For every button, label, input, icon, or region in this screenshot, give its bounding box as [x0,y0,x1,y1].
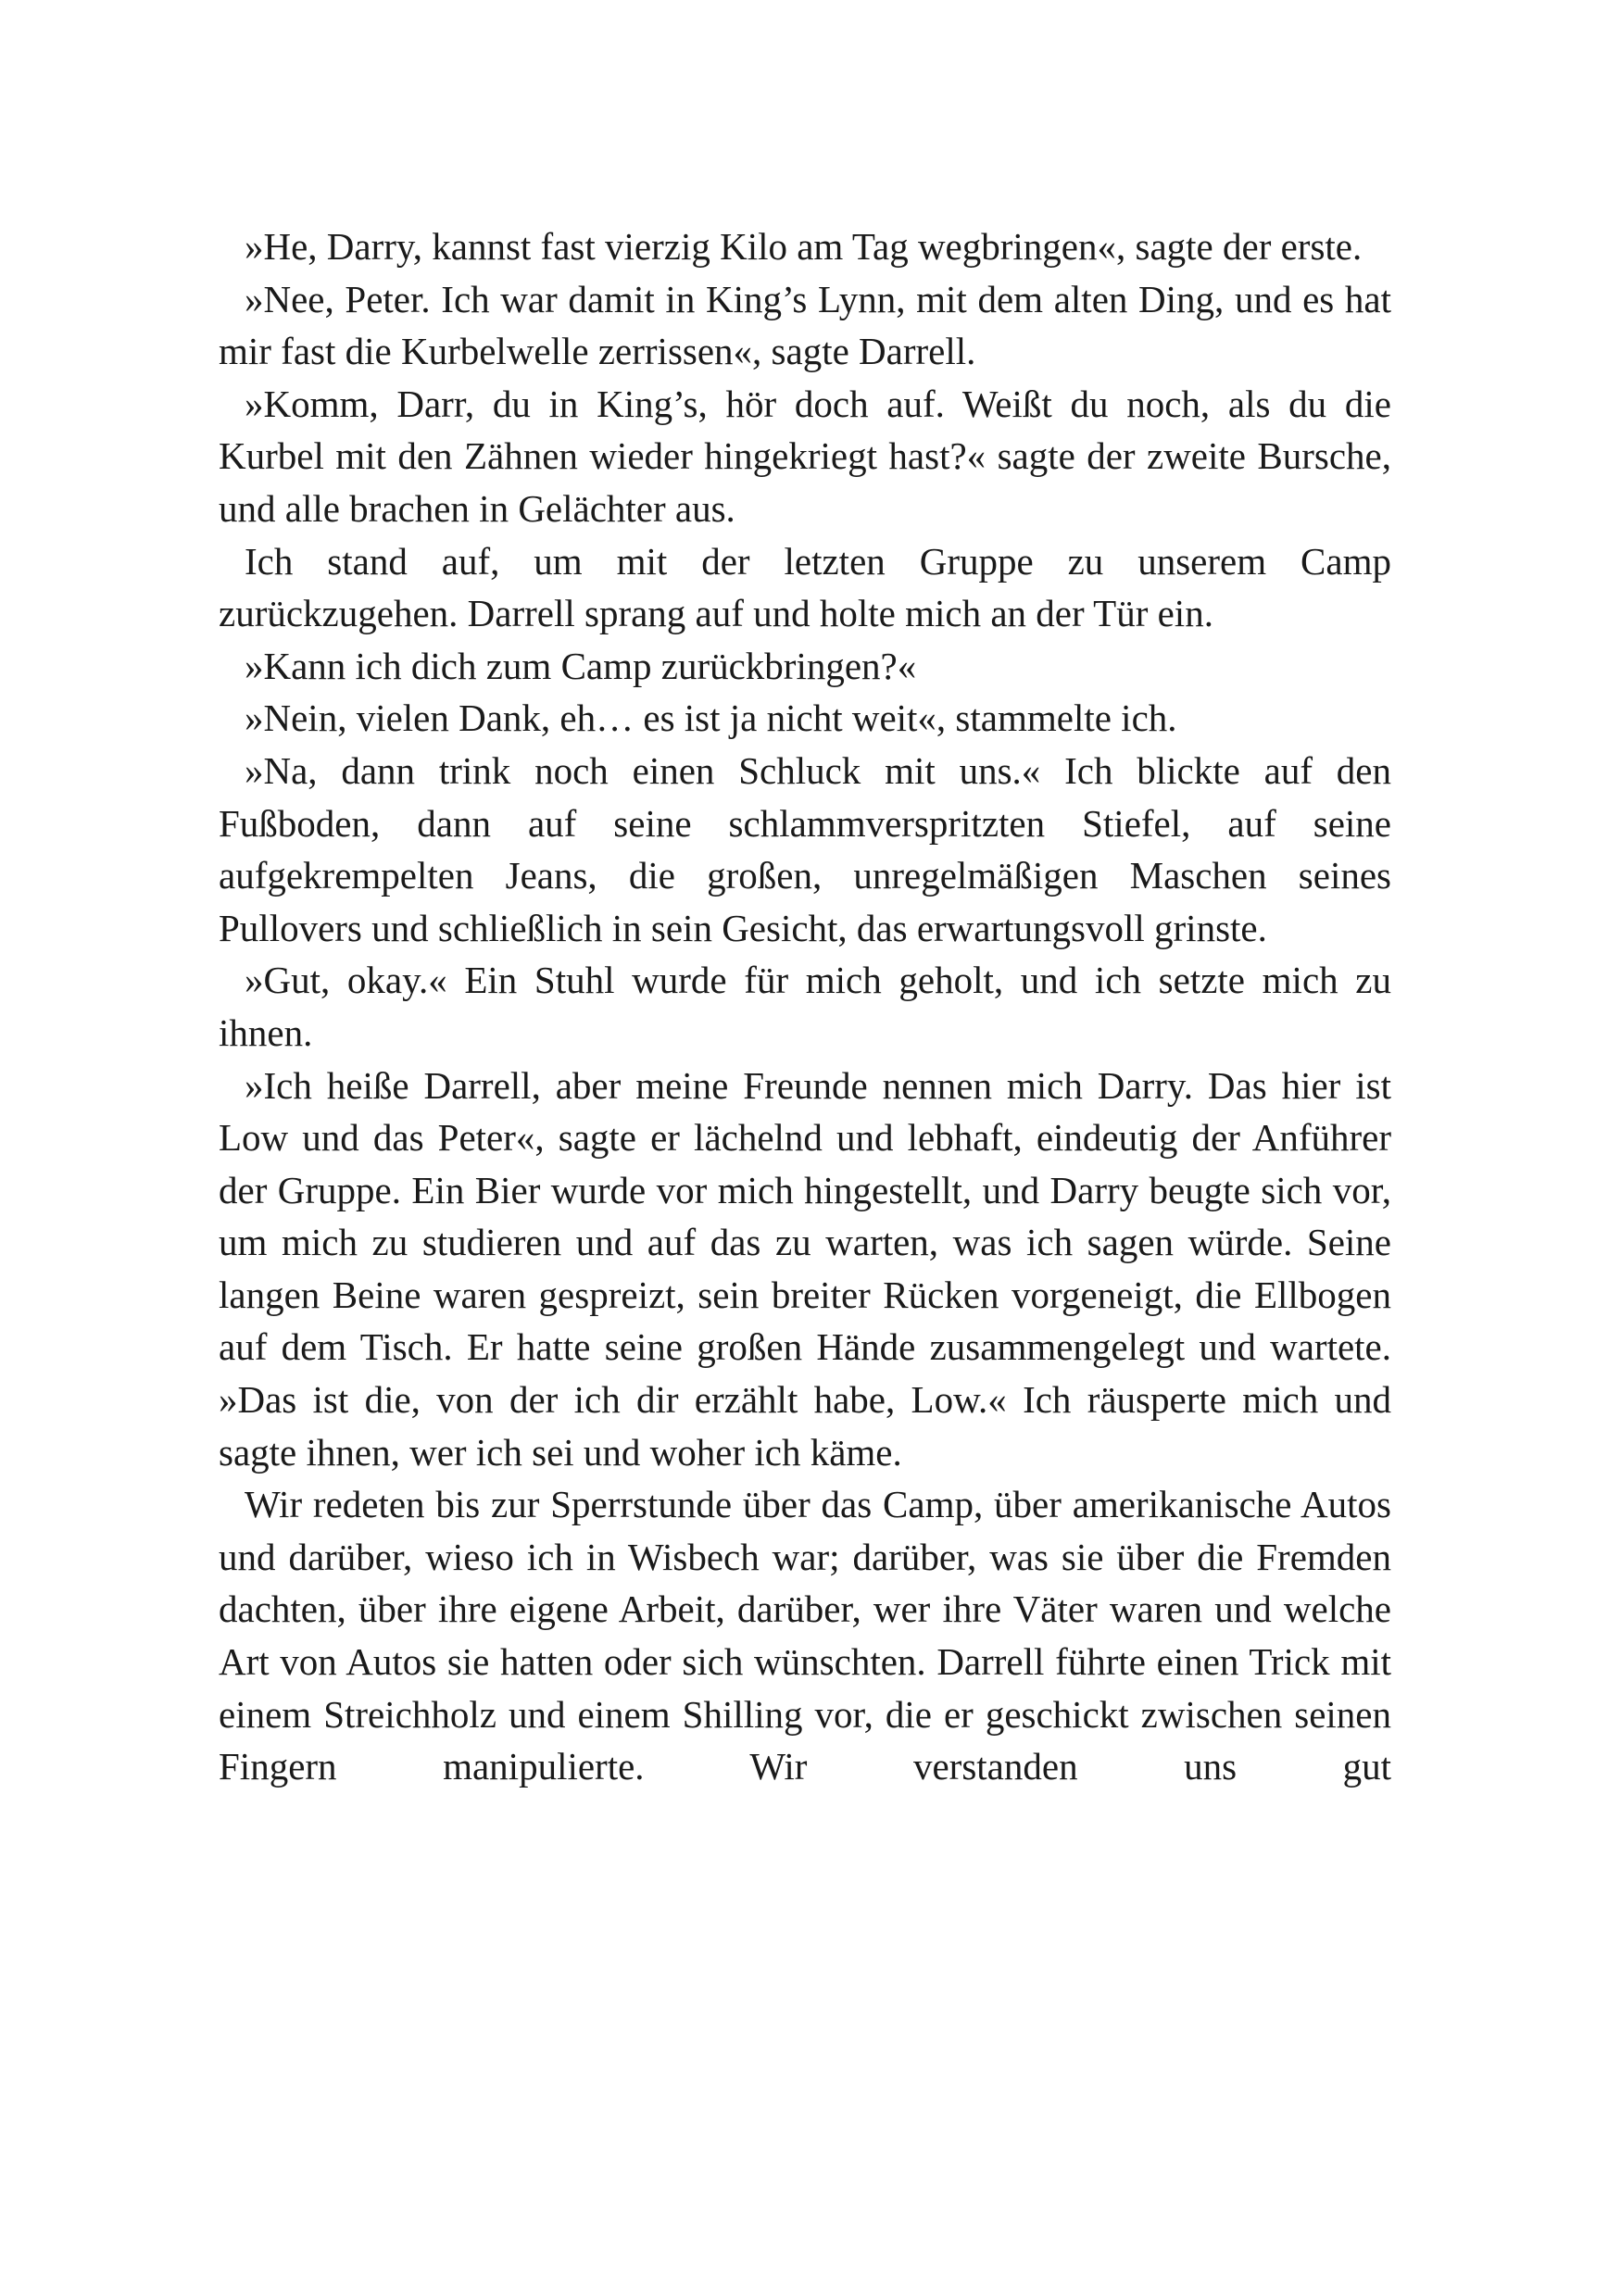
paragraph: Ich stand auf, um mit der letzten Gruppe zu unserem Camp zurückzugehen. Darrell sprang auf und holte mich an der Tür ein. [219,539,1391,635]
paragraph: »Gut, okay.« Ein Stuhl wurde für mich geholt, und ich setzte mich zu ihnen. [219,959,1391,1054]
paragraph: »Nee, Peter. Ich war damit in King’s Lynn, mit dem alten Ding, und es hat mir fast die Kurbelwelle zerrissen«, sagte Darrell. [219,277,1391,373]
paragraph: »Na, dann trink noch einen Schluck mit uns.« Ich blickte auf den Fußboden, dann auf seine schlammverspritzten Stiefel, auf seine aufgekrempelten Jeans, die großen, unregelmäßigen Maschen seines Pullovers und schließlich in sein Gesicht, das erwartungsvoll grinste. [219,748,1391,949]
paragraph: »Komm, Darr, du in King’s, hör doch auf. Weißt du noch, als du die Kurbel mit den Zähnen wieder hingekriegt hast?« sagte der zweite Bursche, und alle brachen in Gelächter aus. [219,382,1391,530]
body-text [219,220,1391,1793]
last-paragraph: Wir redeten bis zur Sperrstunde über das Camp, über amerikanische Autos und darüber, wieso ich in Wisbech war; darüber, was sie über die Fremden dachten, über ihre eigene Arbeit, darüber, wer ihre Väter waren und welche Art von Autos sie hatten oder sich wünschten. Darrell führte einen Trick mit einem Streichholz und einem Shilling vor, die er geschickt zwischen seinen Fingern manipulierte. Wir verstanden uns gut [219,1483,1391,1788]
paragraph: »Ich heiße Darrell, aber meine Freunde nennen mich Darry. Das hier ist Low und das Peter«, sagte er lächelnd und lebhaft, eindeutig der Anführer der Gruppe. Ein Bier wurde vor mich hingestellt, und Darry beugte sich vor, um mich zu studieren und auf das zu warten, was ich sagen würde. Seine langen Beine waren gespreizt, sein breiter Rücken vorgeneigt, die Ellbogen auf dem Tisch. Er hatte seine großen Hände zusammengelegt und wartete. »Das ist die, von der ich dir erzählt habe, Low.« Ich räusperte mich und sagte ihnen, wer ich sei und woher ich käme. [219,1063,1391,1474]
paragraph: »He, Darry, kannst fast vierzig Kilo am Tag wegbringen«, sagte der erste. [245,225,1363,268]
paragraph: »Kann ich dich zum Camp zurückbringen?« [245,644,917,687]
paragraph: »Nein, vielen Dank, eh… es ist ja nicht weit«, stammelte ich. [245,696,1177,740]
